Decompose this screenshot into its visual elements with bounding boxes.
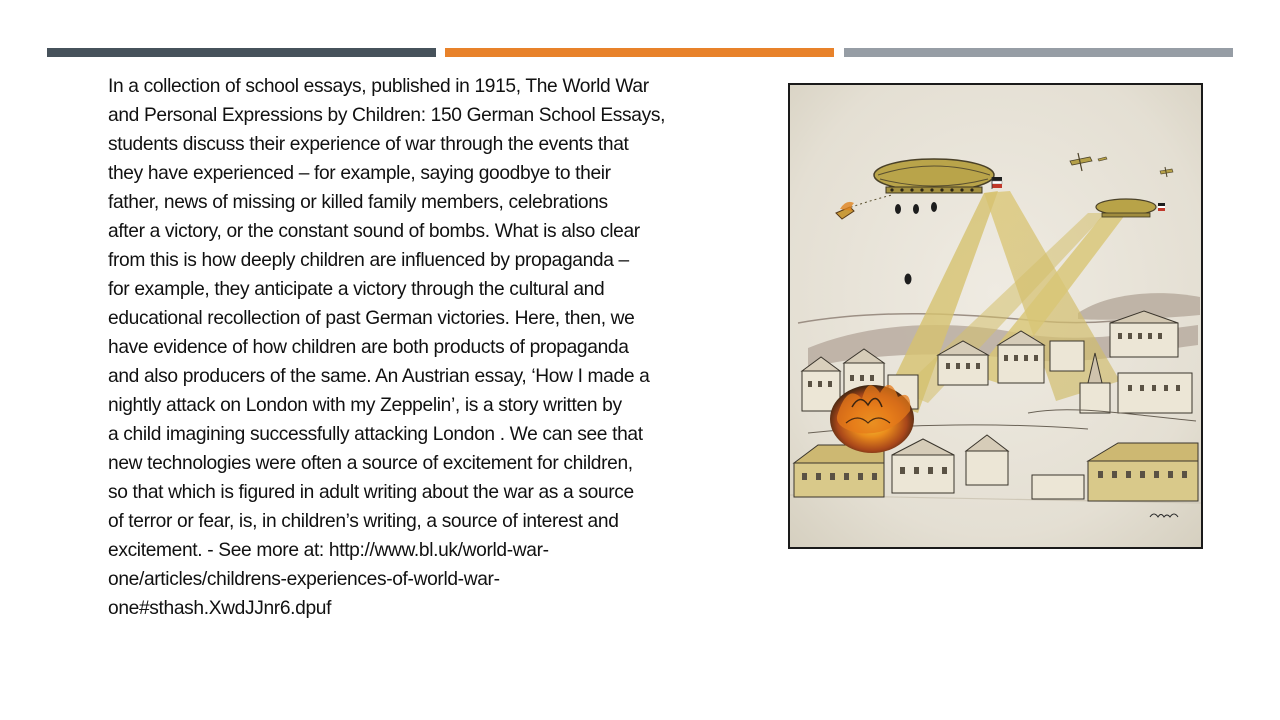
accent-bar-orange bbox=[445, 48, 834, 57]
body-line: educational recollection of past German victories. Here, then, we bbox=[108, 308, 635, 329]
body-line: so that which is figured in adult writing about the war as a source bbox=[108, 482, 634, 503]
zeppelin-drawing bbox=[788, 83, 1203, 549]
body-line: after a victory, or the constant sound of bombs. What is also clear bbox=[108, 221, 640, 242]
accent-bar-dark bbox=[47, 48, 436, 57]
body-line: father, news of missing or killed family members, celebrations bbox=[108, 192, 608, 213]
accent-bar-gray bbox=[844, 48, 1233, 57]
zeppelin-drawing-image bbox=[788, 83, 1203, 549]
fire-explosion bbox=[830, 385, 914, 453]
body-line: In a collection of school essays, published in 1915, The World War bbox=[108, 76, 649, 97]
body-line: new technologies were often a source of excitement for children, bbox=[108, 453, 633, 474]
body-line: have evidence of how children are both products of propaganda bbox=[108, 337, 629, 358]
body-line: nightly attack on London with my Zeppelin’, is a story written by bbox=[108, 395, 622, 416]
bomb bbox=[905, 274, 912, 285]
body-line: students discuss their experience of war through the events that bbox=[108, 134, 629, 155]
body-line: excitement. - See more at: http://www.bl.uk/world-war- bbox=[108, 540, 549, 561]
body-line: one#sthash.XwdJJnr6.dpuf bbox=[108, 598, 332, 619]
body-line: a child imagining successfully attacking London . We can see that bbox=[108, 424, 643, 445]
body-line: they have experienced – for example, saying goodbye to their bbox=[108, 163, 611, 184]
body-line: from this is how deeply children are influenced by propaganda – bbox=[108, 250, 629, 271]
body-line: of terror or fear, is, in children’s writing, a source of interest and bbox=[108, 511, 619, 532]
body-line: and also producers of the same. An Austrian essay, ‘How I made a bbox=[108, 366, 650, 387]
body-text bbox=[108, 72, 758, 623]
body-line: for example, they anticipate a victory through the cultural and bbox=[108, 279, 605, 300]
body-line: one/articles/childrens-experiences-of-world-war- bbox=[108, 569, 500, 590]
body-line: and Personal Expressions by Children: 150 German School Essays, bbox=[108, 105, 666, 126]
